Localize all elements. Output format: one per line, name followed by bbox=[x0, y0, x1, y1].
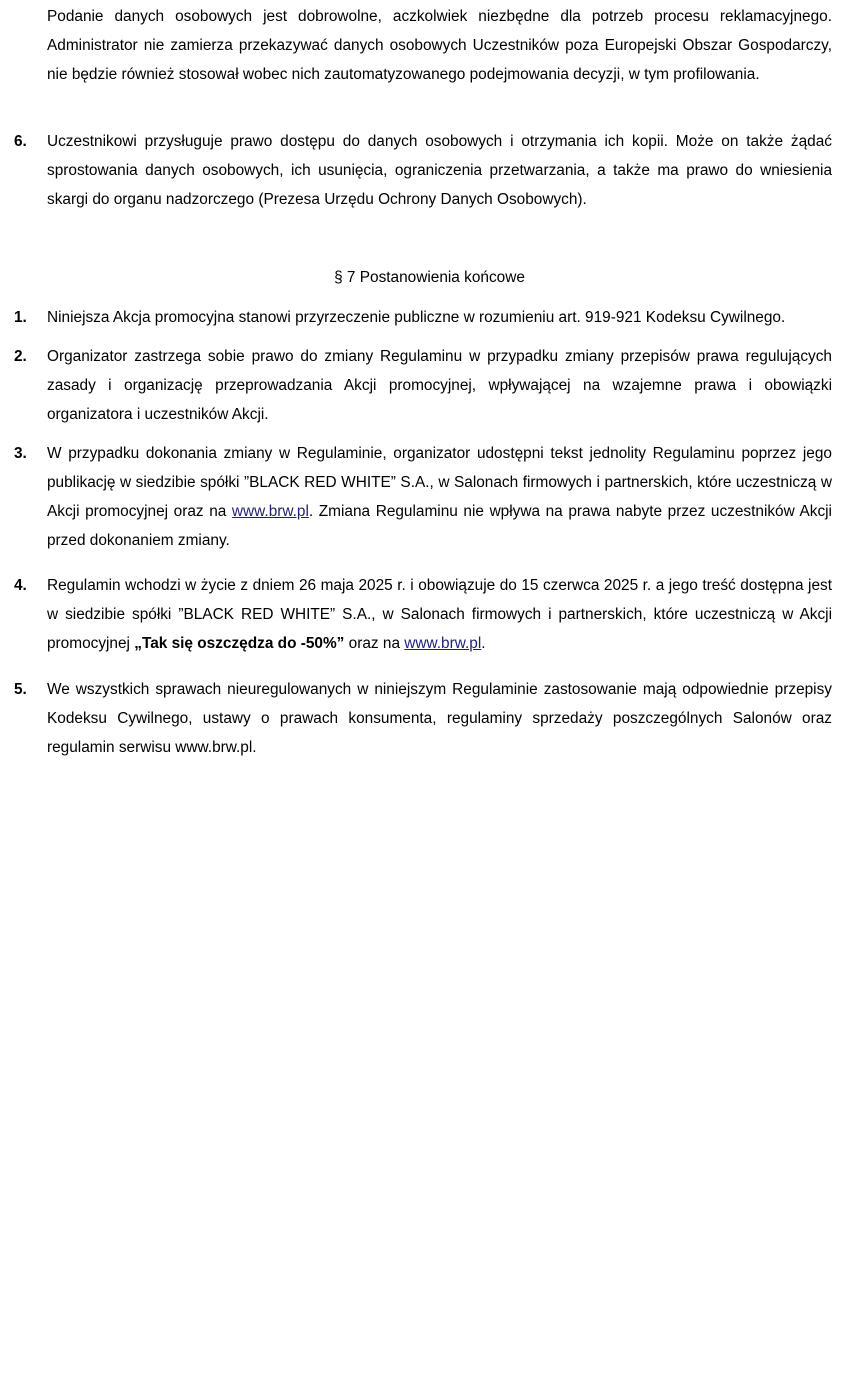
item-number: 2. bbox=[14, 348, 27, 365]
item-text-part: . bbox=[481, 635, 486, 652]
intro-paragraph: Podanie danych osobowych jest dobrowolne, aczkolwiek niezbędne dla potrzeb procesu reklamacyjnego. Administrator nie zamierza przekazywać danych osobowych Uczestników poza Europejski Obszar Gospodarczy, nie będzie również stosował wobec nich zautomatyzowanego podejmowania decyzji, w tym profilowania. bbox=[47, 8, 832, 83]
item-number: 1. bbox=[14, 309, 27, 326]
item-number: 5. bbox=[14, 681, 27, 698]
item-text-part: oraz na bbox=[344, 635, 405, 652]
item-text bbox=[47, 571, 832, 658]
item-text bbox=[47, 439, 832, 555]
section-heading: § 7 Postanowienia końcowe bbox=[334, 269, 525, 286]
item-number: 3. bbox=[14, 445, 27, 462]
item-text: Niniejsza Akcja promocyjna stanowi przyrzeczenie publiczne w rozumieniu art. 919-921 Kodeksu Cywilnego. bbox=[47, 309, 786, 326]
item-text: Organizator zastrzega sobie prawo do zmiany Regulaminu w przypadku zmiany przepisów prawa regulujących zasady i organizację przeprowadzania Akcji promocyjnej, wpływającej na wzajemne prawa i obowiązki organizatora i uczestników Akcji. bbox=[47, 348, 832, 423]
item-number: 4. bbox=[14, 577, 27, 594]
item-text-part: . Zmiana Regulaminu nie wpływa na prawa nabyte przez uczestników Akcji przed dokonaniem zmiany. bbox=[47, 503, 832, 549]
item-text: We wszystkich sprawach nieuregulowanych w niniejszym Regulaminie zastosowanie mają odpowiednie przepisy Kodeksu Cywilnego, ustawy o prawach konsumenta, regulaminy sprzedaży poszczególnych Salonów oraz regulamin serwisu www.brw.pl. bbox=[47, 681, 832, 756]
promo-name: „Tak się oszczędza do -50%” bbox=[134, 635, 345, 652]
brw-link[interactable]: www.brw.pl bbox=[404, 635, 482, 652]
item-text: Uczestnikowi przysługuje prawo dostępu do danych osobowych i otrzymania ich kopii. Może on także żądać sprostowania danych osobowych, ich usunięcia, ograniczenia przetwarzania, a także ma prawo do wniesienia skargi do organu nadzorczego (Prezesa Urzędu Ochrony Danych Osobowych). bbox=[47, 133, 832, 208]
item-text-part: Regulamin wchodzi w życie z dniem 26 maja 2025 r. i obowiązuje do 15 czerwca 2025 r. a jego treść dostępna jest w siedzibie spółki ”BLACK RED WHITE” S.A., w Salonach firmowych i partnerskich, które uczestniczą w Akcji promocyjnej bbox=[47, 577, 832, 652]
item-text-part: W przypadku dokonania zmiany w Regulaminie, organizator udostępni tekst jednolity Regulaminu poprzez jego publikację w siedzibie spółki ”BLACK RED WHITE” S.A., w Salonach firmowych i partnerskich, które uczestniczą w Akcji promocyjnej oraz na bbox=[47, 445, 832, 520]
brw-link[interactable]: www.brw.pl bbox=[231, 503, 309, 520]
item-number: 6. bbox=[14, 133, 27, 150]
